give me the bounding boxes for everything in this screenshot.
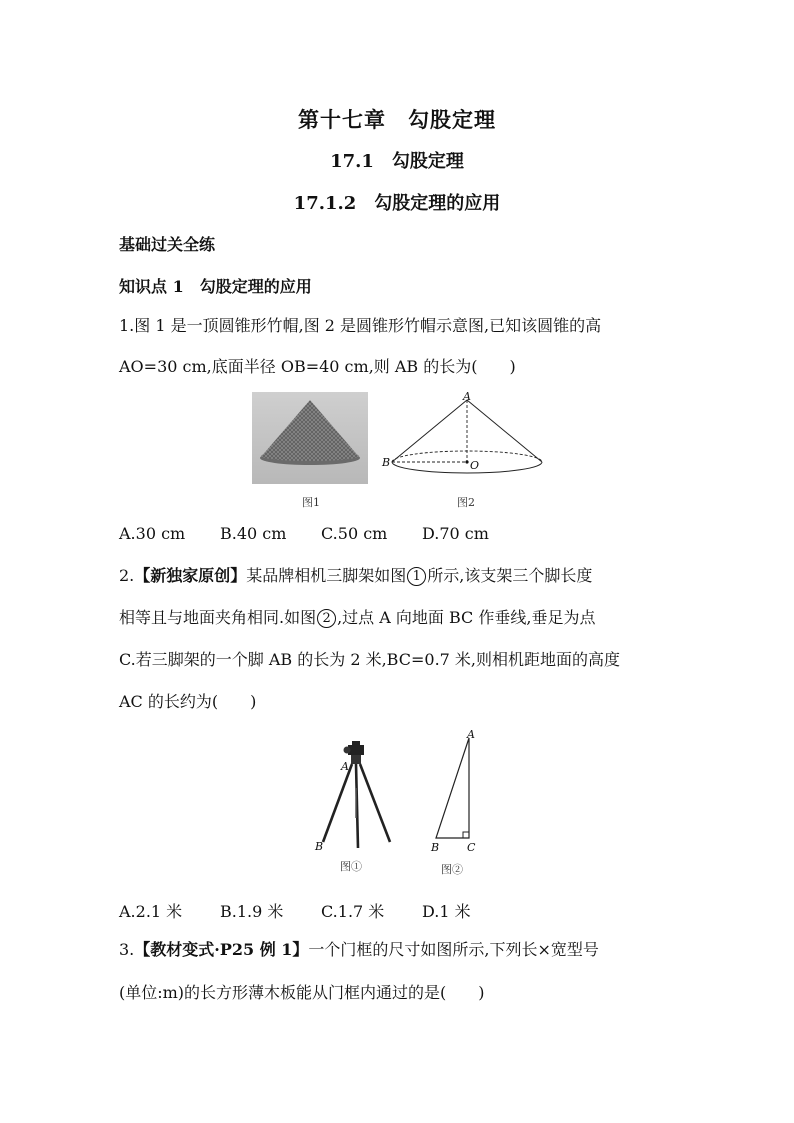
q3-line2: (单位:m)的长方形薄木板能从门框内通过的是( ) <box>119 983 485 1002</box>
cone-label-o: O <box>470 459 480 472</box>
triangle-label-a: A <box>467 728 475 741</box>
circled-two: 2 <box>317 609 336 628</box>
circled-one: 1 <box>407 567 426 586</box>
fig2-caption: 图2 <box>457 496 475 509</box>
q2-line1-b: 所示,该支架三个脚长度 <box>427 566 593 585</box>
right-triangle-diagram <box>426 730 486 846</box>
q2-option-a[interactable]: A.2.1 米 <box>119 902 183 921</box>
q1-options <box>119 524 489 543</box>
q2-option-c[interactable]: C.1.7 米 <box>321 902 385 921</box>
q2-line4: AC 的长约为( ) <box>119 692 257 711</box>
q1-line2: AO=30 cm,底面半径 OB=40 cm,则 AB 的长为( ) <box>119 357 516 376</box>
q2-line2-a: 相等且与地面夹角相同.如图 <box>119 608 317 627</box>
q2-number: 2. <box>119 566 135 585</box>
tripod-illustration <box>312 738 398 856</box>
q3-line1-text: 一个门框的尺寸如图所示,下列长×宽型号 <box>308 940 599 959</box>
q2-line1-a: 某品牌相机三脚架如图 <box>246 566 407 585</box>
triangle-fig-caption: 图② <box>441 863 463 876</box>
q2-option-b[interactable]: B.1.9 米 <box>220 902 284 921</box>
cone-label-a: A <box>463 390 471 403</box>
triangle-label-c: C <box>467 841 476 854</box>
q1-line1: 1.图 1 是一顶圆锥形竹帽,图 2 是圆锥形竹帽示意图,已知该圆锥的高 <box>119 316 602 335</box>
q3-tag: 【教材变式·P25 例 1】 <box>134 940 309 959</box>
q2-line2 <box>119 609 595 628</box>
practice-title: 基础过关全练 <box>119 235 216 254</box>
q2-tag: 【新独家原创】 <box>134 566 247 585</box>
fig1-caption: 图1 <box>302 496 320 509</box>
q2-line1 <box>119 567 592 586</box>
triangle-label-b: B <box>431 841 440 854</box>
q1-option-d[interactable]: D.70 cm <box>422 524 489 543</box>
chapter-title: 第十七章 勾股定理 <box>298 107 496 132</box>
q3-number: 3. <box>119 940 135 959</box>
subsection-title: 17.1.2 勾股定理的应用 <box>293 193 501 214</box>
section-title: 17.1 勾股定理 <box>330 151 464 172</box>
tripod-label-a: A <box>341 760 349 773</box>
q2-line3: C.若三脚架的一个脚 AB 的长为 2 米,BC=0.7 米,则相机距地面的高度 <box>119 650 621 669</box>
q2-line2-b: ,过点 A 向地面 BC 作垂线,垂足为点 <box>337 608 596 627</box>
tripod-label-b: B <box>315 840 324 853</box>
tripod-fig-caption: 图① <box>340 860 362 873</box>
q1-option-b[interactable]: B.40 cm <box>220 524 287 543</box>
cone-label-b: B <box>382 456 391 469</box>
q2-option-d[interactable]: D.1 米 <box>422 902 471 921</box>
bamboo-hat-photo <box>252 392 368 484</box>
q2-options <box>119 899 471 922</box>
q1-option-a[interactable]: A.30 cm <box>119 524 186 543</box>
q3-line1 <box>119 942 599 958</box>
q1-option-c[interactable]: C.50 cm <box>321 524 388 543</box>
knowledge-point: 知识点 1 勾股定理的应用 <box>119 277 312 296</box>
